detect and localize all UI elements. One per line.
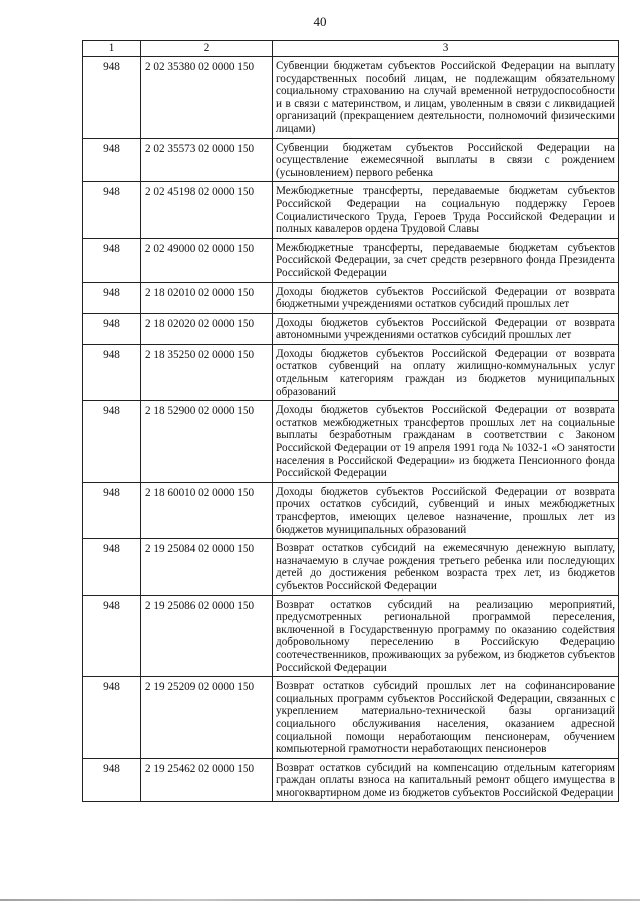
cell-admin-code: 948 xyxy=(83,595,141,677)
cell-income-name: Межбюджетные трансферты, передаваемые бюджетам субъектов Российской Федерации, за счет средств резервного фонда Президента Российской Федерации xyxy=(273,238,619,282)
cell-income-name: Субвенции бюджетам субъектов Российской Федерации на осуществление ежемесячной выплаты в связи с рождением (усыновлением) первого ребенка xyxy=(273,138,619,182)
cell-income-name: Доходы бюджетов субъектов Российской Федерации от возврата остатков межбюджетных трансфертов прошлых лет на социальные выплаты безработным гражданам в соответствии с Законом Российской Федерации от 19 апреля 1991 года № 1032-1 «О занятости населения в Российской Федерации» из бюджета Пенсионного фонда Российской Федерации xyxy=(273,401,619,483)
cell-budget-classification-code: 2 19 25084 02 0000 150 xyxy=(141,539,273,595)
cell-budget-classification-code: 2 02 35380 02 0000 150 xyxy=(141,57,273,139)
table-row xyxy=(83,758,619,802)
cell-budget-classification-code: 2 19 25086 02 0000 150 xyxy=(141,595,273,677)
cell-income-name: Возврат остатков субсидий на ежемесячную денежную выплату, назначаемую в случае рождения третьего ребенка или последующих детей до достижения ребенком возраста трех лет, из бюджетов субъектов Российской Федерации xyxy=(273,539,619,595)
table-row xyxy=(83,57,619,139)
income-codes-table xyxy=(82,40,619,802)
table-row xyxy=(83,138,619,182)
cell-income-name: Доходы бюджетов субъектов Российской Федерации от возврата бюджетными учреждениями остатков субсидий прошлых лет xyxy=(273,282,619,313)
cell-admin-code: 948 xyxy=(83,282,141,313)
cell-income-name: Субвенции бюджетам субъектов Российской Федерации на выплату государственных пособий лицам, не подлежащим обязательному социальному страхованию на случай временной нетрудоспособности и в связи с материнством, и лицам, уволенным в связи с ликвидацией организаций (прекращением деятельности, полномочий физическими лицами) xyxy=(273,57,619,139)
cell-budget-classification-code: 2 18 52900 02 0000 150 xyxy=(141,401,273,483)
header-column-3: 3 xyxy=(273,41,619,57)
table-row xyxy=(83,182,619,238)
cell-admin-code: 948 xyxy=(83,138,141,182)
table-row xyxy=(83,482,619,538)
cell-admin-code: 948 xyxy=(83,182,141,238)
cell-budget-classification-code: 2 18 60010 02 0000 150 xyxy=(141,482,273,538)
cell-admin-code: 948 xyxy=(83,539,141,595)
cell-admin-code: 948 xyxy=(83,313,141,344)
cell-admin-code: 948 xyxy=(83,758,141,802)
table-header-row xyxy=(83,41,619,57)
cell-income-name: Межбюджетные трансферты, передаваемые бюджетам субъектов Российской Федерации на социальную поддержку Героев Социалистического Труда, Героев Труда Российской Федерации и полных кавалеров ордена Трудовой Славы xyxy=(273,182,619,238)
cell-admin-code: 948 xyxy=(83,238,141,282)
table-row xyxy=(83,282,619,313)
table-row xyxy=(83,238,619,282)
header-column-1: 1 xyxy=(83,41,141,57)
cell-income-name: Возврат остатков субсидий на компенсацию отдельным категориям граждан оплаты взноса на капитальный ремонт общего имущества в многоквартирном доме из бюджетов субъектов Российской Федерации xyxy=(273,758,619,802)
table-row xyxy=(83,595,619,677)
cell-budget-classification-code: 2 02 45198 02 0000 150 xyxy=(141,182,273,238)
cell-budget-classification-code: 2 18 35250 02 0000 150 xyxy=(141,344,273,400)
cell-budget-classification-code: 2 19 25462 02 0000 150 xyxy=(141,758,273,802)
cell-budget-classification-code: 2 18 02020 02 0000 150 xyxy=(141,313,273,344)
cell-budget-classification-code: 2 02 35573 02 0000 150 xyxy=(141,138,273,182)
cell-admin-code: 948 xyxy=(83,482,141,538)
cell-income-name: Возврат остатков субсидий прошлых лет на софинансирование социальных программ субъектов Российской Федерации, связанных с укреплением материально-технической базы организаций социального обслуживания населения, оказанием адресной социальной помощи неработающим пенсионерам, обучением компьютерной грамотности неработающих пенсионеров xyxy=(273,677,619,759)
cell-admin-code: 948 xyxy=(83,677,141,759)
page-number: 40 xyxy=(313,14,327,29)
cell-income-name: Доходы бюджетов субъектов Российской Федерации от возврата остатков субвенций на оплату жилищно-коммунальных услуг отдельным категориям граждан из бюджетов муниципальных образований xyxy=(273,344,619,400)
cell-admin-code: 948 xyxy=(83,57,141,139)
cell-income-name: Доходы бюджетов субъектов Российской Федерации от возврата автономными учреждениями остатков субсидий прошлых лет xyxy=(273,313,619,344)
header-column-2: 2 xyxy=(141,41,273,57)
table-row xyxy=(83,539,619,595)
scan-edge-artifact xyxy=(0,899,640,901)
table-row xyxy=(83,313,619,344)
cell-admin-code: 948 xyxy=(83,344,141,400)
table-row xyxy=(83,344,619,400)
table-row xyxy=(83,401,619,483)
table-row xyxy=(83,677,619,759)
cell-budget-classification-code: 2 18 02010 02 0000 150 xyxy=(141,282,273,313)
cell-income-name: Доходы бюджетов субъектов Российской Федерации от возврата прочих остатков субсидий, субвенций и иных межбюджетных трансфертов, имеющих целевое назначение, прошлых лет из бюджетов муниципальных образований xyxy=(273,482,619,538)
cell-income-name: Возврат остатков субсидий на реализацию мероприятий, предусмотренных региональной программой переселения, включенной в Государственную программу по оказанию содействия добровольному переселению в Российскую Федерацию соотечественников, проживающих за рубежом, из бюджетов субъектов Российской Федерации xyxy=(273,595,619,677)
cell-budget-classification-code: 2 02 49000 02 0000 150 xyxy=(141,238,273,282)
cell-budget-classification-code: 2 19 25209 02 0000 150 xyxy=(141,677,273,759)
cell-admin-code: 948 xyxy=(83,401,141,483)
